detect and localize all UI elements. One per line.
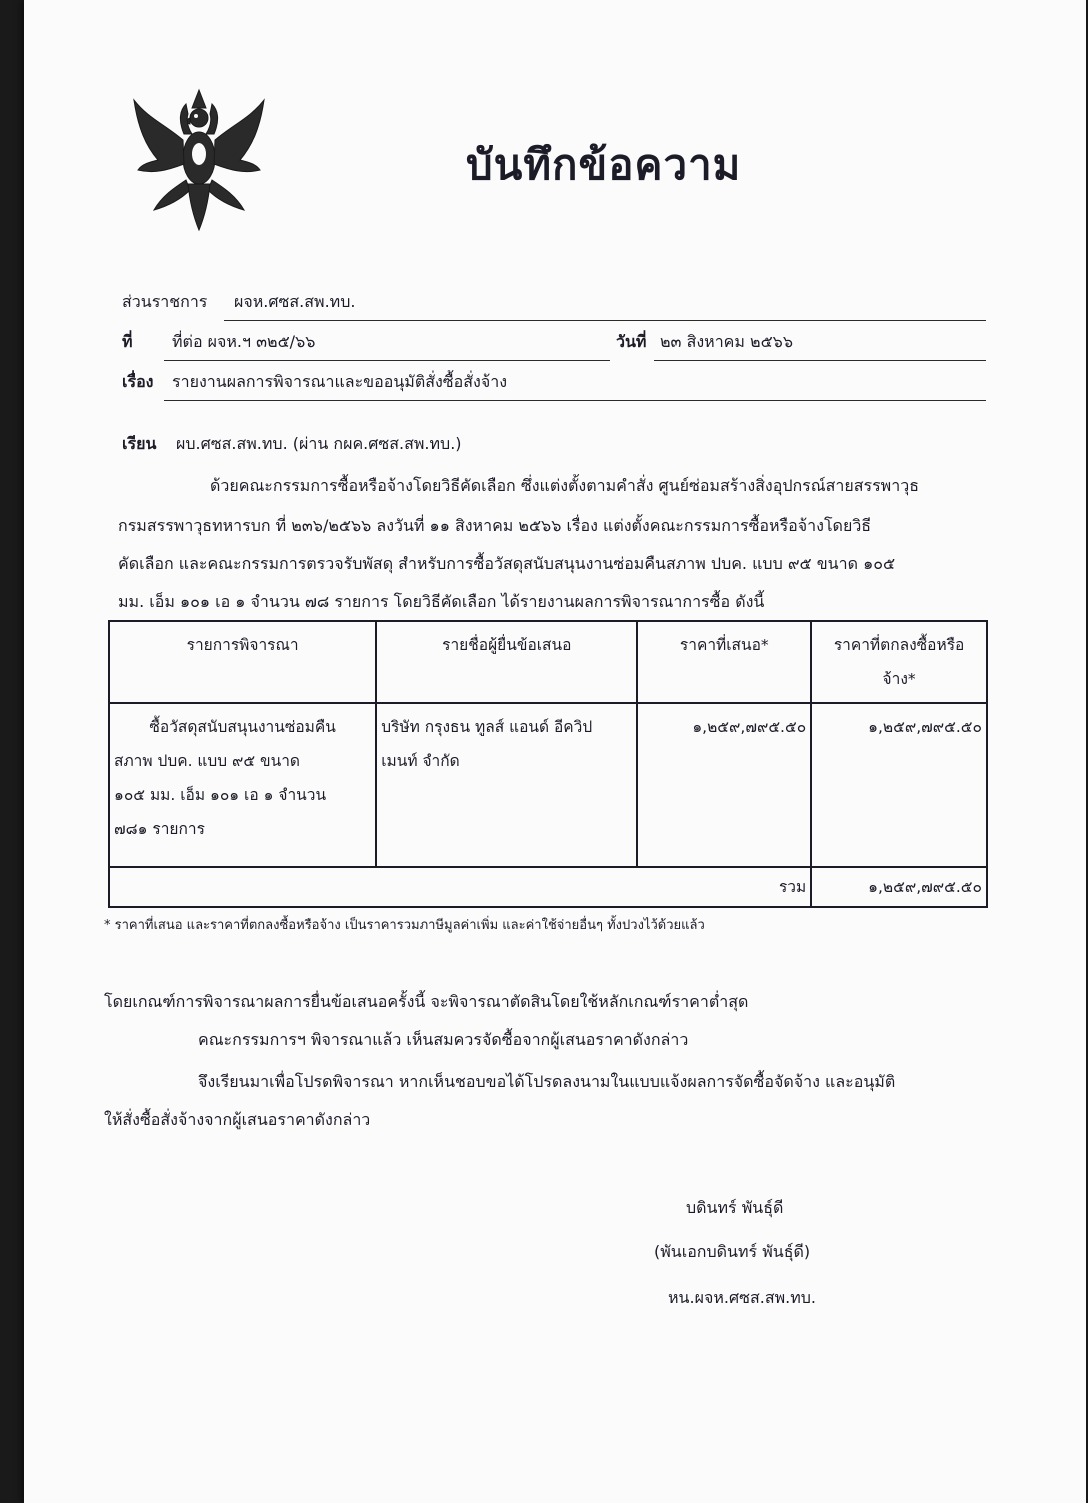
intro-line: ด้วยคณะกรรมการซื้อหรือจ้างโดยวิธีคัดเลือก ซึ่งแต่งตั้งตามคำสั่ง ศูนย์ซ่อมสร้างสิ่งอุปกรณ์สายสรรพาวุธ <box>210 476 919 495</box>
date-underline <box>654 360 986 361</box>
to-label: เรียน <box>122 434 157 453</box>
total-value: ๑,๒๕๙,๗๙๕.๕๐ <box>811 867 987 907</box>
dept-underline <box>224 320 986 321</box>
signature-full-name: (พันเอกบดินทร์ พันธุ์ดี) <box>654 1242 811 1261</box>
item-line: ๗๘๑ รายการ <box>114 820 205 838</box>
total-label: รวม <box>109 867 811 907</box>
signature-position: หน.ผจห.ศซส.สพ.ทบ. <box>668 1288 817 1307</box>
date-label: วันที่ <box>616 332 647 351</box>
doc-no-value: ที่ต่อ ผจห.ฯ ๓๒๕/๖๖ <box>172 332 316 351</box>
bid-result-table <box>108 620 988 908</box>
to-value: ผบ.ศซส.สพ.ทบ. (ผ่าน กผค.ศซส.สพ.ทบ.) <box>176 434 462 453</box>
agreed-price-cell: ๑,๒๕๙,๗๙๕.๕๐ <box>811 703 987 867</box>
request-text: จึงเรียนมาเพื่อโปรดพิจารณา หากเห็นชอบขอได้โปรดลงนามในแบบแจ้งผลการจัดซื้อจัดจ้าง และอนุมัติ <box>198 1072 896 1091</box>
col-header-offered-price: ราคาที่เสนอ* <box>637 621 811 703</box>
col-header-agreed-line: จ้าง* <box>882 670 916 688</box>
intro-line: มม. เอ็ม ๑๐๑ เอ ๑ จำนวน ๗๘ รายการ โดยวิธีคัดเลือก ได้รายงานผลการพิจารณาการซื้อ ดังนี้ <box>118 592 765 611</box>
bidder-line: บริษัท กรุงธน ทูลส์ แอนด์ อีควิป <box>381 718 593 736</box>
intro-line: กรมสรรพาวุธทหารบก ที่ ๒๓๖/๒๕๖๖ ลงวันที่ ๑๑ สิงหาคม ๒๕๖๖ เรื่อง แต่งตั้งคณะกรรมการซื้อหรือจ้างโดยวิธี <box>118 516 872 535</box>
garuda-emblem-icon <box>128 84 270 234</box>
dept-value: ผจห.ศซส.สพ.ทบ. <box>234 292 356 311</box>
committee-text: คณะกรรมการฯ พิจารณาแล้ว เห็นสมควรจัดซื้อจากผู้เสนอราคาดังกล่าว <box>198 1030 689 1049</box>
table-total-row <box>109 867 987 907</box>
item-cell <box>109 703 376 867</box>
doc-no-label: ที่ <box>122 332 133 351</box>
subject-label: เรื่อง <box>122 372 154 391</box>
doc-no-underline <box>164 360 610 361</box>
table-header-row <box>109 621 987 703</box>
signature-name: บดินทร์ พันธุ์ดี <box>686 1198 784 1217</box>
col-header-agreed-price <box>811 621 987 703</box>
intro-line: คัดเลือก และคณะกรรมการตรวจรับพัสดุ สำหรับการซื้อวัสดุสนับสนุนงานซ่อมคืนสภาพ ปบค. แบบ ๙๕ ขนาด ๑๐๕ <box>118 554 896 573</box>
price-footnote: * ราคาที่เสนอ และราคาที่ตกลงซื้อหรือจ้าง เป็นราคารวมภาษีมูลค่าเพิ่ม และค่าใช้จ่ายอื่นๆ ทั้งปวงไว้ด้วยแล้ว <box>104 918 705 933</box>
criteria-text: โดยเกณฑ์การพิจารณาผลการยื่นข้อเสนอครั้งนี้ จะพิจารณาตัดสินโดยใช้หลักเกณฑ์ราคาต่ำสุด <box>104 992 749 1011</box>
bidder-cell <box>376 703 637 867</box>
request-text-cont: ให้สั่งซื้อสั่งจ้างจากผู้เสนอราคาดังกล่าว <box>104 1110 371 1129</box>
item-line: สภาพ ปบค. แบบ ๙๕ ขนาด <box>114 752 300 770</box>
subject-underline <box>164 400 986 401</box>
col-header-item: รายการพิจารณา <box>109 621 376 703</box>
memo-title: บันทึกข้อความ <box>466 140 742 189</box>
subject-value: รายงานผลการพิจารณาและขออนุมัติสั่งซื้อสั่งจ้าง <box>172 372 507 391</box>
col-header-agreed-line: ราคาที่ตกลงซื้อหรือ <box>833 636 965 654</box>
item-line: ๑๐๕ มม. เอ็ม ๑๐๑ เอ ๑ จำนวน <box>114 786 327 804</box>
col-header-bidder: รายชื่อผู้ยื่นข้อเสนอ <box>376 621 637 703</box>
item-line: ซื้อวัสดุสนับสนุนงานซ่อมคืน <box>149 718 336 736</box>
dept-label: ส่วนราชการ <box>122 292 208 311</box>
bidder-line: เมนท์ จำกัด <box>381 752 460 770</box>
table-row <box>109 703 987 867</box>
offered-price-cell: ๑,๒๕๙,๗๙๕.๕๐ <box>637 703 811 867</box>
date-value: ๒๓ สิงหาคม ๒๕๖๖ <box>660 332 793 351</box>
